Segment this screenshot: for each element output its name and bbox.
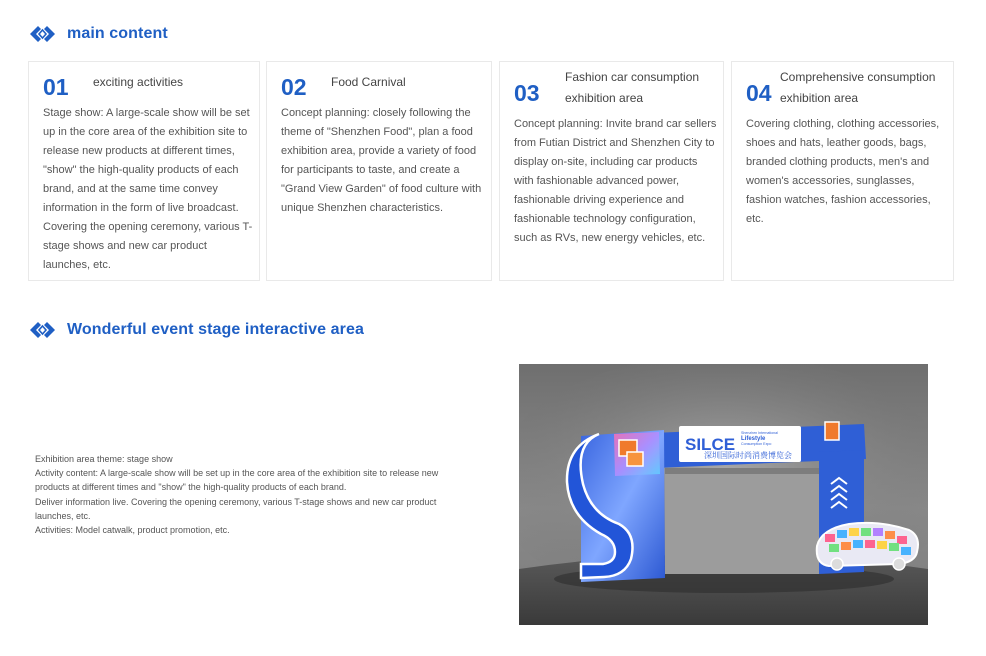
- card-title: Comprehensive consumption exhibition area: [780, 70, 936, 105]
- section-header-event-area: [29, 317, 364, 343]
- stage-arch-illustration: [519, 364, 928, 625]
- card-title: Food Carnival: [331, 75, 406, 89]
- event-activities-line: Activities: Model catwalk, product promotion, etc.: [35, 525, 230, 536]
- card-title: exciting activities: [93, 75, 184, 89]
- card-body: Concept planning: closely following the theme of "Shenzhen Food", plan a food exhibition area, provide a variety of food for participants to taste, and create a "Grand View Garden" of food culture with unique Shenzhen characteristics.: [281, 107, 482, 214]
- card-number: 03: [514, 80, 540, 106]
- event-live-line: Deliver information live. Covering the opening ceremony, various T-stage shows and new car product launches, etc.: [35, 496, 437, 521]
- stage-logo-text: SILCE: [685, 435, 736, 454]
- stage-chinese-name: 深圳国际时尚消费博览会: [704, 451, 792, 460]
- event-description: [35, 452, 475, 537]
- section-header-main-content: [29, 21, 168, 47]
- diamond-logo-icon: [29, 320, 56, 340]
- stage-logo-subtitle-2: Lifestyle: [741, 436, 766, 442]
- event-theme-line: Exhibition area theme: stage show: [35, 454, 173, 464]
- stage-arch-image: [519, 364, 928, 625]
- stage-logo-subtitle-1: Shenzhen International: [741, 431, 778, 435]
- section-title: main content: [67, 25, 168, 42]
- stage-logo-subtitle-3: Consumption Expo: [741, 442, 772, 446]
- card-title: Fashion car consumption exhibition area: [565, 70, 700, 105]
- card-body: Covering clothing, clothing accessories, shoes and hats, leather goods, bags, branded clothing products, men's and women's accessories, sunglasses, fashion watches, fashion accessories, etc.: [746, 118, 940, 225]
- card-body: Stage show: A large-scale show will be set up in the core area of the exhibition site to release new products at different times, "show" the high-quality products of each brand, and at the same time convey information in the form of live broadcast. Covering the opening ceremony, various T-stage shows and new car product launches, etc.: [43, 107, 253, 271]
- card-body: Concept planning: Invite brand car sellers from Futian District and Shenzhen City to display on-site, including car products with fashionable advanced power, fashionable driving experience and fashionable technology configuration, such as RVs, new energy vehicles, etc.: [514, 118, 717, 244]
- card-number: 01: [43, 74, 69, 100]
- section-title: Wonderful event stage interactive area: [67, 321, 364, 338]
- activity-card-01[interactable]: [28, 61, 260, 281]
- activity-card-02[interactable]: [266, 61, 492, 281]
- card-number: 04: [746, 80, 772, 106]
- card-number: 02: [281, 74, 307, 100]
- activity-card-03[interactable]: [499, 61, 724, 281]
- activity-card-04[interactable]: [731, 61, 954, 281]
- event-content-line: Activity content: A large-scale show will be set up in the core area of the exhibition site to release new products at different times and "show" the high-quality products of each brand.: [35, 468, 439, 493]
- diamond-logo-icon: [29, 24, 56, 44]
